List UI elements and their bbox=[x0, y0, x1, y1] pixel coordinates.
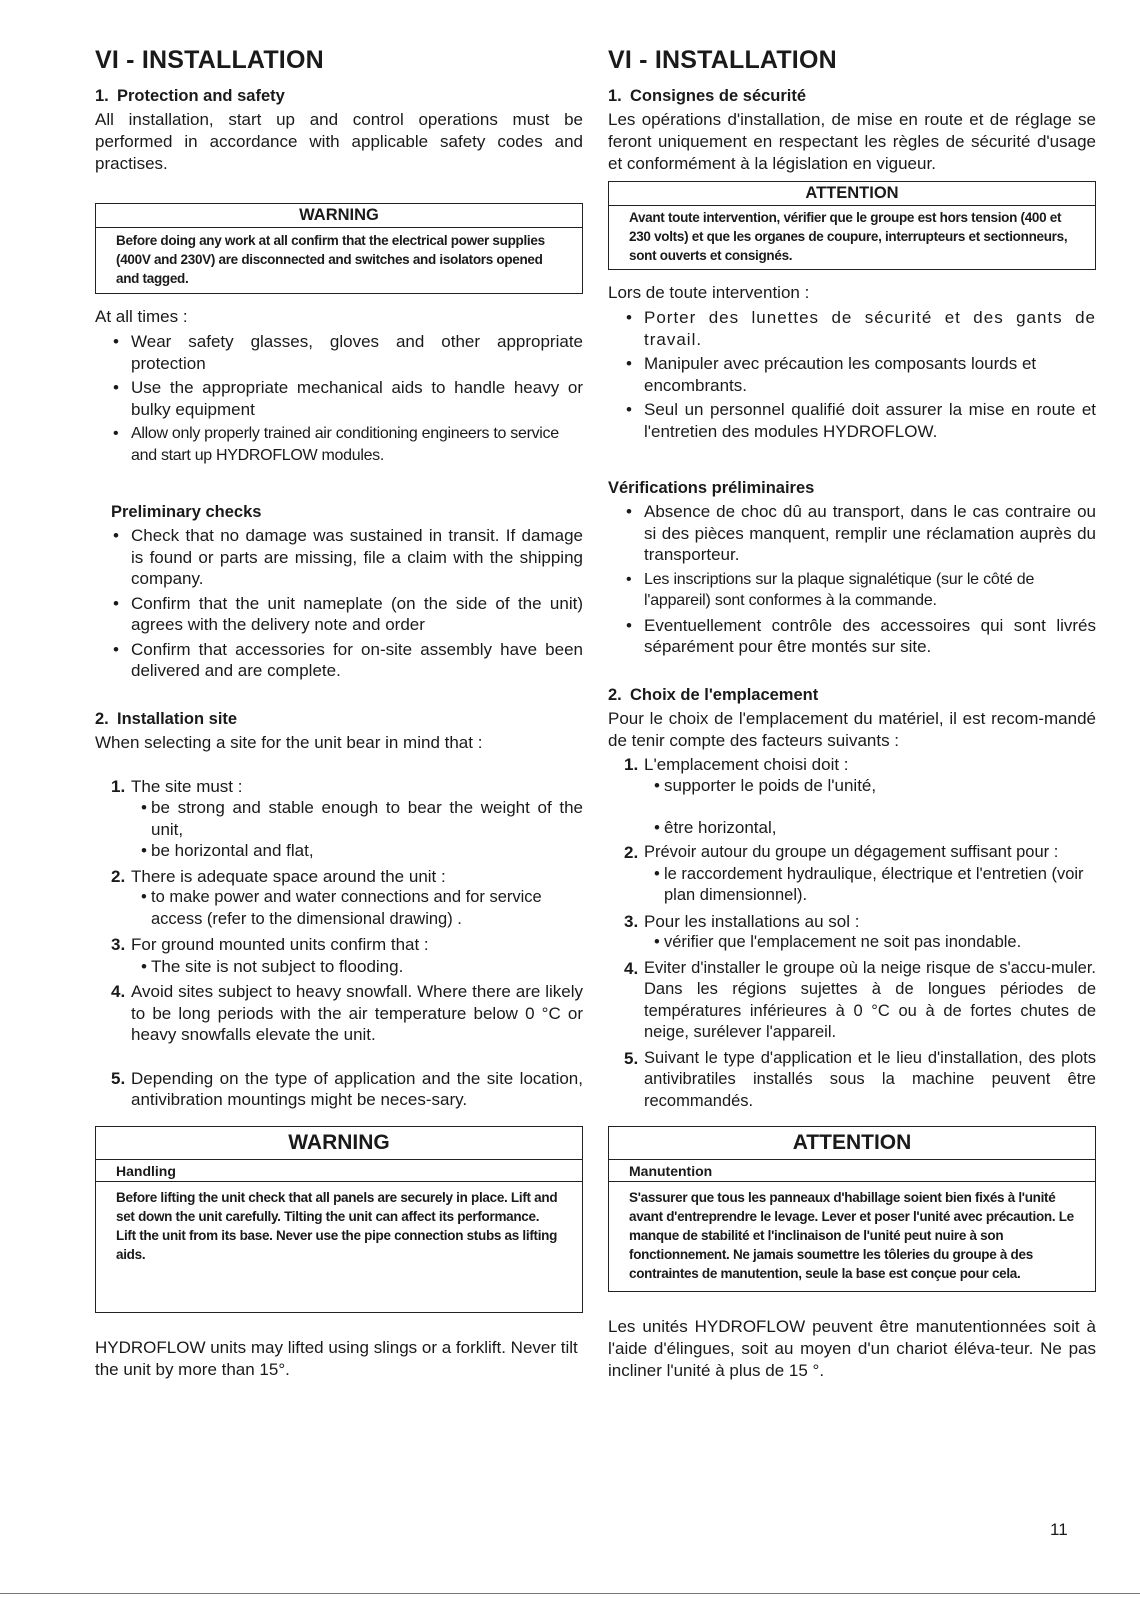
list-item: • Wear safety glasses, gloves and other appropriate protection bbox=[95, 331, 583, 374]
preliminary-checks-heading: Vérifications préliminaires bbox=[608, 479, 815, 497]
section-heading-site bbox=[95, 710, 583, 729]
list-item bbox=[95, 776, 583, 862]
sub-item: • vérifier que l'emplacement ne soit pas inondable. bbox=[644, 932, 1096, 954]
warning-box-handling bbox=[95, 1126, 583, 1313]
list-item: • Absence de choc dû au transport, dans le cas contraire ou si des pièces manquent, remplir une réclamation auprès du transporteur. bbox=[608, 501, 1096, 566]
warning-box-power bbox=[608, 181, 1096, 270]
closing-paragraph: Les unités HYDROFLOW peuvent être manutentionnées soit à l'aide d'élingues, soit au moyen d'un chariot éléva-teur. Ne pas incliner l'unité à plus de 15 °. bbox=[608, 1317, 1096, 1380]
sub-item: • le raccordement hydraulique, électrique et l'entretien (voir plan dimensionnel). bbox=[644, 864, 1096, 907]
section-title: Consignes de sécurité bbox=[630, 87, 807, 105]
section-title: Choix de l'emplacement bbox=[630, 685, 819, 704]
list-item bbox=[608, 842, 1096, 907]
at-all-times-label: At all times : bbox=[95, 307, 188, 326]
sub-item: • be horizontal and flat, bbox=[131, 840, 583, 862]
list-item: • Confirm that the unit nameplate (on the side of the unit) agrees with the delivery note and order bbox=[95, 593, 583, 636]
sub-item: • The site is not subject to flooding. bbox=[131, 956, 583, 978]
list-item bbox=[95, 866, 583, 931]
site-intro-paragraph: When selecting a site for the unit bear in mind that : bbox=[95, 732, 483, 752]
warning-title: WARNING bbox=[96, 1127, 582, 1160]
sub-item: • supporter le poids de l'unité, bbox=[644, 775, 1096, 797]
item-text: Suivant le type d'application et le lieu d'installation, des plots antivibratiles installés sous la machine peuvent être recommandés. bbox=[644, 1048, 1096, 1110]
list-item bbox=[608, 958, 1096, 1044]
item-text: Prévoir autour du groupe un dégagement suffisant pour : bbox=[644, 843, 1059, 861]
section-number: 1. bbox=[608, 87, 622, 105]
warning-text: Before lifting the unit check that all panels are securely in place. Lift and set down the unit carefully. Tilting the unit can affect its performance. Lift the unit from its base. Never use the pipe connection stubs as lifting aids. bbox=[116, 1189, 558, 1262]
section-heading-protection bbox=[95, 87, 583, 106]
sub-item: • être horizontal, bbox=[644, 817, 1096, 839]
list-item: • Eventuellement contrôle des accessoires qui sont livrés séparément pour être montés sur site. bbox=[608, 615, 1096, 658]
list-item: • Check that no damage was sustained in transit. If damage is found or parts are missing, file a claim with the shipping company. bbox=[95, 525, 583, 590]
closing-paragraph: HYDROFLOW units may lifted using slings or a forklift. Never tilt the unit by more than 15°. bbox=[95, 1337, 578, 1379]
item-number: 3. bbox=[624, 911, 639, 931]
english-column bbox=[95, 40, 583, 1381]
item-number: 5. bbox=[111, 1068, 126, 1088]
french-column bbox=[608, 40, 1096, 1382]
list-item bbox=[95, 934, 583, 977]
safety-intro-paragraph: Les opérations d'installation, de mise en route et de réglage se feront uniquement en respectant les règles de sécurité d'usage et conformément à la législation en vigueur. bbox=[608, 110, 1096, 173]
list-item: • Allow only properly trained air conditioning engineers to service and start up HYDROFLOW modules. bbox=[95, 423, 583, 466]
section-number: 2. bbox=[608, 685, 622, 704]
page-title-fr: VI - INSTALLATION bbox=[608, 46, 837, 74]
list-item: • Porter des lunettes de sécurité et des gants de travail. bbox=[608, 307, 1096, 350]
item-number: 3. bbox=[111, 935, 126, 954]
item-text: Pour les installations au sol : bbox=[644, 911, 860, 931]
item-number: 1. bbox=[624, 754, 639, 774]
warning-subtitle: Handling bbox=[96, 1160, 582, 1182]
list-item bbox=[608, 1048, 1096, 1113]
site-intro-paragraph: Pour le choix de l'emplacement du matériel, il est recom-mandé de tenir compte des facteurs suivants : bbox=[608, 708, 1096, 750]
section-number: 1. bbox=[95, 87, 109, 105]
preliminary-checks-list bbox=[95, 525, 583, 682]
warning-subtitle: Manutention bbox=[609, 1160, 1095, 1182]
section-number: 2. bbox=[95, 709, 109, 728]
list-item bbox=[95, 981, 583, 1046]
section-title: Installation site bbox=[117, 709, 238, 728]
sub-item: • be strong and stable enough to bear the weight of the unit, bbox=[131, 797, 583, 840]
page-title-en: VI - INSTALLATION bbox=[95, 46, 324, 74]
item-text: The site must : bbox=[131, 776, 243, 796]
item-number: 1. bbox=[111, 776, 126, 796]
site-requirements-list bbox=[95, 776, 583, 1111]
warning-title: ATTENTION bbox=[609, 1127, 1095, 1160]
preliminary-checks-heading: Preliminary checks bbox=[111, 503, 262, 521]
list-item: • Confirm that accessories for on-site assembly have been delivered and are complete. bbox=[95, 639, 583, 682]
item-number: 2. bbox=[624, 843, 639, 862]
item-text: Depending on the type of application and the site location, antivibration mountings might be neces-sary. bbox=[131, 1068, 583, 1109]
safety-list bbox=[95, 331, 583, 466]
warning-title: WARNING bbox=[96, 204, 582, 228]
warning-text: S'assurer que tous les panneaux d'habillage soient bien fixés à l'unité avant d'entreprendre le levage. Lever et poser l'unité avec précaution. Le manque de stabilité et l'inclinaison de l'unité peut nuire à son fonctionnement. Ne jamais soumettre les tôleries du groupe à des contraintes de manutention, seule la base est conçue pour cela. bbox=[629, 1190, 1074, 1281]
item-text: Avoid sites subject to heavy snowfall. Where there are likely to be long periods with the air temperature below 0 °C or heavy snowfalls elevate the unit. bbox=[131, 982, 583, 1044]
page-number: 11 bbox=[1050, 1520, 1068, 1539]
list-item bbox=[608, 911, 1096, 954]
list-item: • Manipuler avec précaution les composants lourds et encombrants. bbox=[608, 353, 1096, 396]
list-item bbox=[608, 754, 1096, 839]
list-item bbox=[95, 1068, 583, 1111]
preliminary-checks-list bbox=[608, 501, 1096, 658]
section-heading-emplacement bbox=[608, 686, 1096, 705]
warning-box-power bbox=[95, 203, 583, 294]
item-number: 2. bbox=[111, 866, 126, 886]
item-number: 5. bbox=[624, 1048, 639, 1068]
list-item: • Seul un personnel qualifié doit assurer la mise en route et l'entretien des modules HYDROFLOW. bbox=[608, 399, 1096, 442]
section-heading-consignes bbox=[608, 87, 1096, 106]
warning-text: Before doing any work at all confirm that the electrical power supplies (400V and 230V) are disconnected and switches and isolators opened and tagged. bbox=[116, 233, 545, 286]
safety-intro-paragraph: All installation, start up and control operations must be performed in accordance with applicable safety codes and practises. bbox=[95, 110, 583, 173]
item-text: For ground mounted units confirm that : bbox=[131, 935, 429, 954]
footer-divider bbox=[0, 1593, 1140, 1594]
item-number: 4. bbox=[624, 958, 639, 978]
section-title: Protection and safety bbox=[117, 87, 285, 105]
safety-list bbox=[608, 307, 1096, 442]
list-item: • Use the appropriate mechanical aids to handle heavy or bulky equipment bbox=[95, 377, 583, 420]
warning-text: Avant toute intervention, vérifier que le groupe est hors tension (400 et 230 volts) et que les organes de coupure, interrupteurs et sectionneurs, sont ouverts et consignés. bbox=[629, 210, 1068, 263]
at-all-times-label: Lors de toute intervention : bbox=[608, 283, 810, 302]
item-text: Eviter d'installer le groupe où la neige risque de s'accu-muler. Dans les régions sujettes à de longues périodes de températures inférieures à 0 °C ou à de fortes chutes de neige, surélever l'appareil. bbox=[644, 958, 1096, 1041]
warning-title: ATTENTION bbox=[609, 182, 1095, 206]
warning-box-handling bbox=[608, 1126, 1096, 1292]
sub-item: • to make power and water connections and for service access (refer to the dimensional drawing) . bbox=[131, 887, 583, 930]
item-text: There is adequate space around the unit : bbox=[131, 866, 446, 886]
site-requirements-list bbox=[608, 754, 1096, 1113]
item-text: L'emplacement choisi doit : bbox=[644, 754, 849, 774]
list-item: • Les inscriptions sur la plaque signalétique (sur le côté de l'appareil) sont conformes à la commande. bbox=[608, 569, 1096, 612]
item-number: 4. bbox=[111, 982, 126, 1001]
